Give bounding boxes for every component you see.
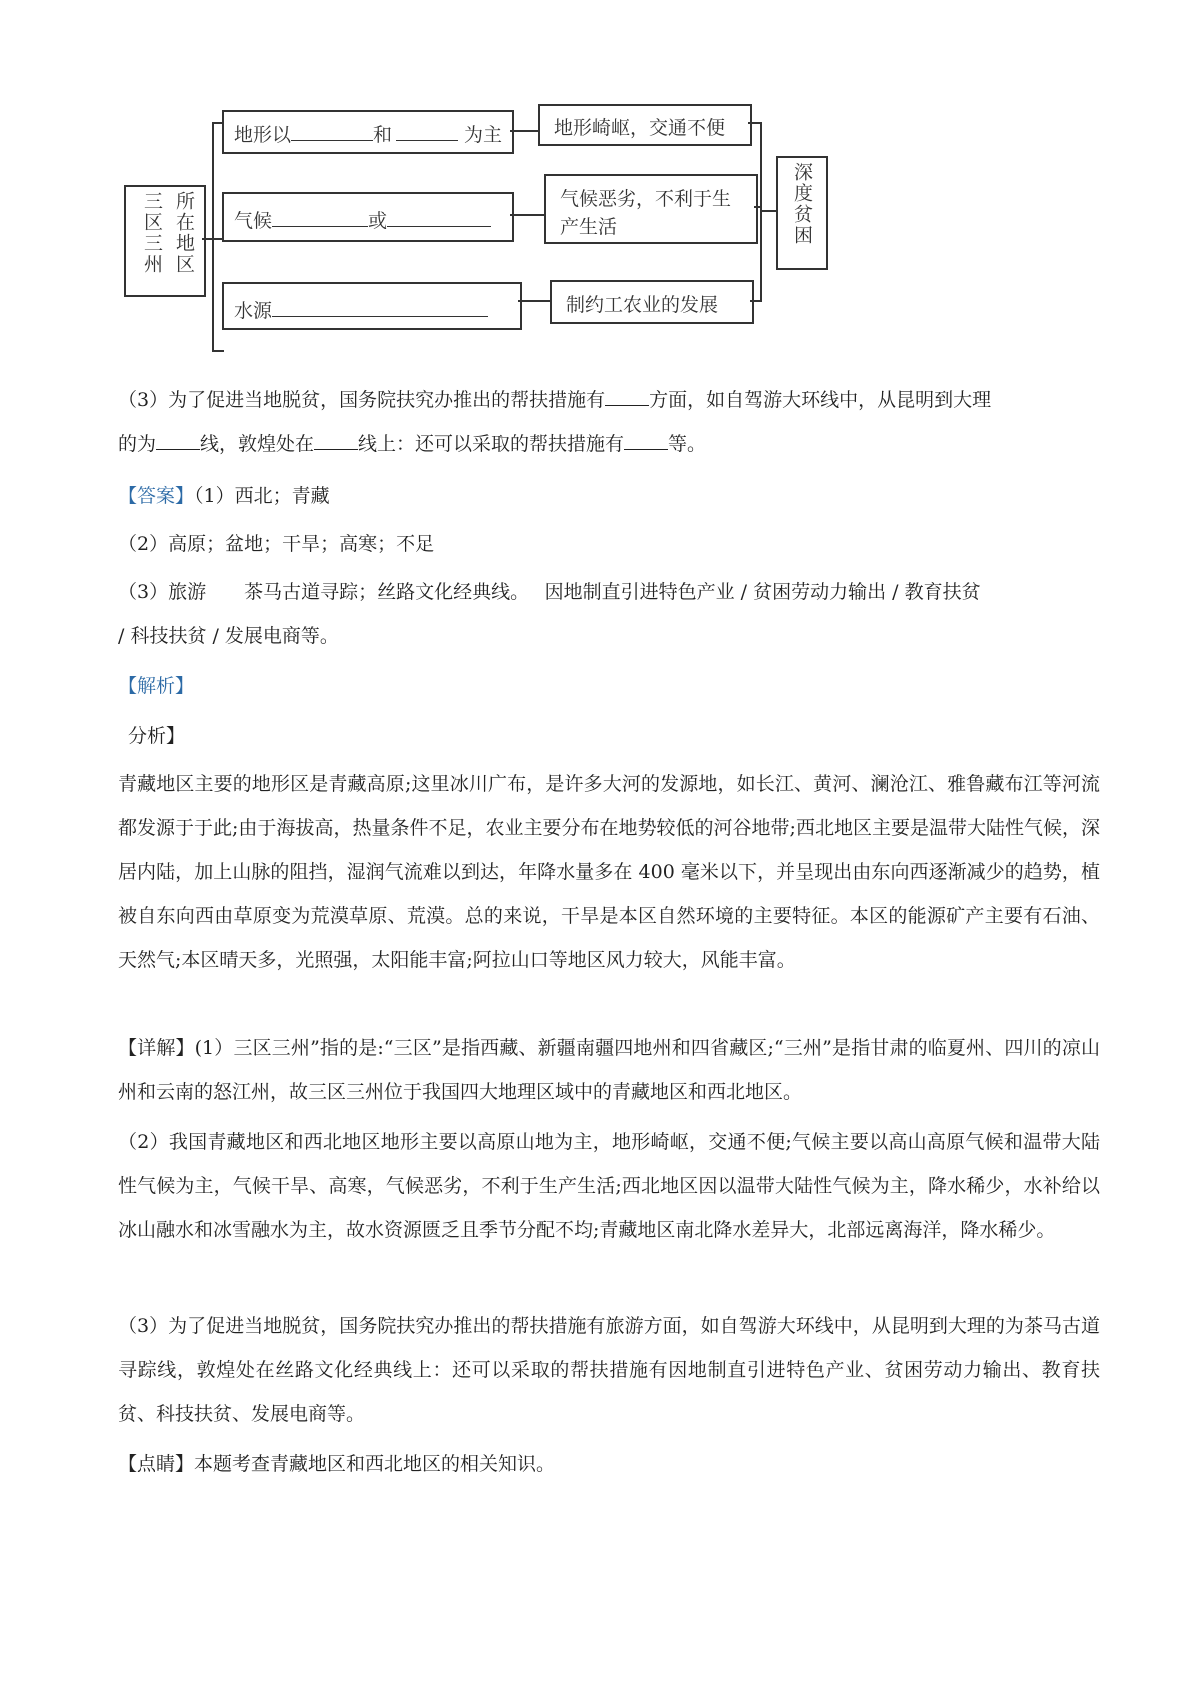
- analysis-tag: 【解析】: [118, 675, 195, 697]
- terrain-blank-1[interactable]: [291, 122, 373, 141]
- climate-box: [222, 192, 514, 242]
- terrain-result-box: [538, 104, 752, 146]
- terrain-label: 地形以: [234, 124, 292, 146]
- water-label: 水源: [234, 300, 273, 322]
- analysis-subheading: 分析】: [128, 725, 186, 747]
- terrain-box: [222, 110, 514, 154]
- answer-line1: 【答案】（1）西北；青藏: [118, 485, 330, 507]
- climate-result-line2: 产生活: [560, 216, 618, 238]
- climate-or: 或: [368, 210, 388, 232]
- detail-paragraph-3: （3）为了促进当地脱贫，国务院扶究办推出的帮扶措施有旅游方面，如自驾游大环线中，从昆明到大理的为茶马古道寻踪线，敦煌处在丝路文化经典线上：还可以采取的帮扶措施有因地制直引进特色产业、贫困劳动力输出、教育扶贫、科技扶贫、发展电商等。: [118, 1315, 1100, 1425]
- blank[interactable]: [314, 429, 358, 450]
- terrain-suffix: 为主: [464, 124, 503, 146]
- climate-blank-2[interactable]: [387, 208, 491, 227]
- answer-tag: 【答案】: [118, 485, 195, 507]
- poverty-label: 深度贫困: [791, 162, 813, 246]
- climate-label: 气候: [234, 210, 273, 232]
- analysis-paragraph: 青藏地区主要的地形区是青藏高原;这里冰川广布，是许多大河的发源地，如长江、黄河、澜沧江、雅鲁藏布江等河流都发源于于此;由于海拔高，热量条件不足，农业主要分布在地势较低的河谷地带;西北地区主要是温带大陆性气候，深居内陆，加上山脉的阻挡，湿润气流难以到达，年降水量多在 400 毫米以下，并呈现出由东向西逐渐减少的趋势，植被自东向西由草原变为荒漠草原、荒漠。总的来说，干旱是本区自然环境的主要特征。本区的能源矿产主要有石油、天然气;本区晴天多，光照强，太阳能丰富;阿拉山口等地区风力较大，风能丰富。: [118, 773, 1100, 971]
- question-3-line1: （3）为了促进当地脱贫，国务院扶究办推出的帮扶措施有 方面，如自驾游大环线中，从昆明到大理: [118, 378, 1100, 422]
- terrain-result: 地形崎岖，交通不便: [554, 117, 726, 139]
- terrain-and: 和: [373, 124, 393, 146]
- climate-blank-1[interactable]: [272, 208, 368, 227]
- question-3-line2: 的为 线，敦煌处在 线上：还可以采取的帮扶措施有 等。: [118, 422, 1100, 466]
- blank[interactable]: [624, 429, 668, 450]
- climate-result-line1: 气候恶劣，不利于生: [560, 188, 732, 210]
- region-label-col1: 所在地区: [173, 191, 195, 275]
- answer-line4: / 科技扶贫 / 发展电商等。: [118, 625, 339, 647]
- terrain-blank-2[interactable]: [396, 122, 458, 141]
- water-result: 制约工农业的发展: [566, 294, 719, 316]
- water-box: [222, 282, 522, 330]
- poverty-box: [776, 156, 828, 270]
- blank[interactable]: [605, 385, 649, 406]
- comment-line: 【点睛】本题考查青藏地区和西北地区的相关知识。: [118, 1453, 556, 1475]
- water-blank[interactable]: [272, 298, 488, 317]
- concept-diagram: [122, 110, 842, 370]
- blank[interactable]: [156, 429, 200, 450]
- detail-paragraph-1: 【详解】(1）三区三州”指的是:“三区”是指西藏、新疆南疆四地州和四省藏区;“三州”是指甘肃的临夏州、四川的凉山州和云南的怒江州，故三区三州位于我国四大地理区域中的青藏地区和西北地区。: [118, 1037, 1100, 1103]
- region-label-col2: 三区三州: [141, 191, 163, 275]
- water-result-box: [550, 280, 754, 324]
- region-box: [124, 185, 206, 297]
- climate-result-box: [544, 174, 758, 244]
- answer-line2: （2）高原；盆地；干旱；高寒；不足: [118, 533, 435, 555]
- answer-line3: （3）旅游 茶马古道寻踪；丝路文化经典线。 因地制直引进特色产业 / 贫困劳动力输出 / 教育扶贫: [118, 581, 981, 603]
- detail-paragraph-2: （2）我国青藏地区和西北地区地形主要以高原山地为主，地形崎岖，交通不便;气候主要以高山高原气候和温带大陆性气候为主，气候干旱、高寒，气候恶劣，不利于生产生活;西北地区因以温带大陆性气候为主，降水稀少，水补给以冰山融水和冰雪融水为主，故水资源匮乏且季节分配不均;青藏地区南北降水差异大，北部远离海洋，降水稀少。: [118, 1131, 1100, 1241]
